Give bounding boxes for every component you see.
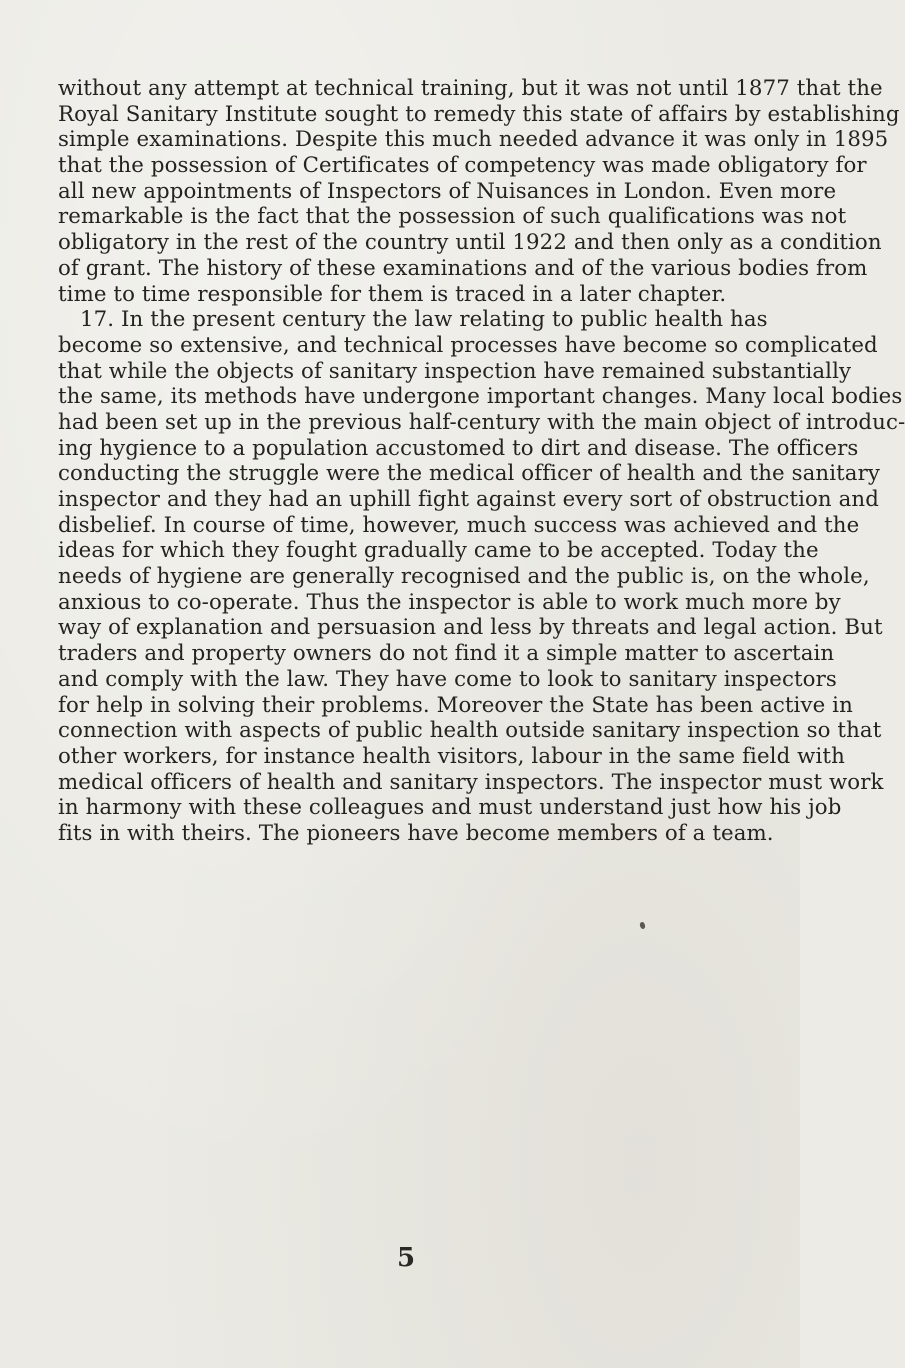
text-line: inspector and they had an uphill fight against every sort of obstruction and: [58, 487, 879, 512]
text-line: connection with aspects of public health outside sanitary inspection so that: [58, 718, 882, 744]
text-line: 17. In the present century the law relating to public health has: [80, 307, 768, 333]
text-line: had been set up in the previous half-century with the main object of introduc-: [58, 409, 905, 435]
text-line: medical officers of health and sanitary inspectors. The inspector must work: [58, 769, 884, 795]
text-line: traders and property owners do not find it a simple matter to ascertain: [58, 641, 835, 667]
text-line: all new appointments of Inspectors of Nuisances in London. Even more: [58, 178, 837, 204]
text-line: for help in solving their problems. Moreover the State has been active in: [58, 692, 853, 718]
text-line: ideas for which they fought gradually came to be accepted. Today the: [58, 538, 819, 564]
body-text: [58, 76, 905, 847]
text-line: needs of hygiene are generally recognised and the public is, on the whole,: [58, 564, 870, 590]
text-line: way of explanation and persuasion and less by threats and legal action. But: [58, 615, 883, 641]
paragraph-1: [58, 76, 900, 307]
text-line: that while the objects of sanitary inspection have remained substantially: [58, 358, 852, 384]
text-line: conducting the struggle were the medical officer of health and the sanitary: [58, 461, 881, 487]
text-line: disbelief. In course of time, however, much success was achieved and the: [58, 512, 860, 538]
text-line: that the possession of Certificates of competency was made obligatory for: [58, 153, 867, 179]
text-line: ing hygience to a population accustomed to dirt and disease. The officers: [58, 435, 859, 461]
paragraph-2: [58, 307, 905, 846]
text-line: become so extensive, and technical processes have become so complicated: [58, 332, 878, 358]
page-number: 5: [397, 1243, 416, 1273]
text-line: without any attempt at technical training, but it was not until 1877 that the: [58, 76, 883, 101]
text-line: fits in with theirs. The pioneers have become members of a team.: [58, 820, 774, 846]
text-line: simple examinations. Despite this much needed advance it was only in 1895: [58, 127, 889, 153]
text-line: obligatory in the rest of the country until 1922 and then only as a condition: [58, 230, 882, 256]
text-line: in harmony with these colleagues and must understand just how his job: [58, 795, 842, 821]
text-line: and comply with the law. They have come to look to sanitary inspectors: [58, 666, 837, 692]
text-line: remarkable is the fact that the possession of such qualifications was not: [58, 204, 847, 230]
text-line: other workers, for instance health visitors, labour in the same field with: [58, 743, 845, 769]
text-line: the same, its methods have undergone important changes. Many local bodies: [58, 384, 903, 410]
text-line: Royal Sanitary Institute sought to remedy this state of affairs by establishing: [58, 101, 900, 127]
text-line: anxious to co-operate. Thus the inspector is able to work much more by: [58, 589, 841, 615]
text-line: time to time responsible for them is traced in a later chapter.: [58, 281, 727, 307]
ink-speck: [639, 921, 646, 929]
text-line: of grant. The history of these examinations and of the various bodies from: [58, 255, 868, 281]
